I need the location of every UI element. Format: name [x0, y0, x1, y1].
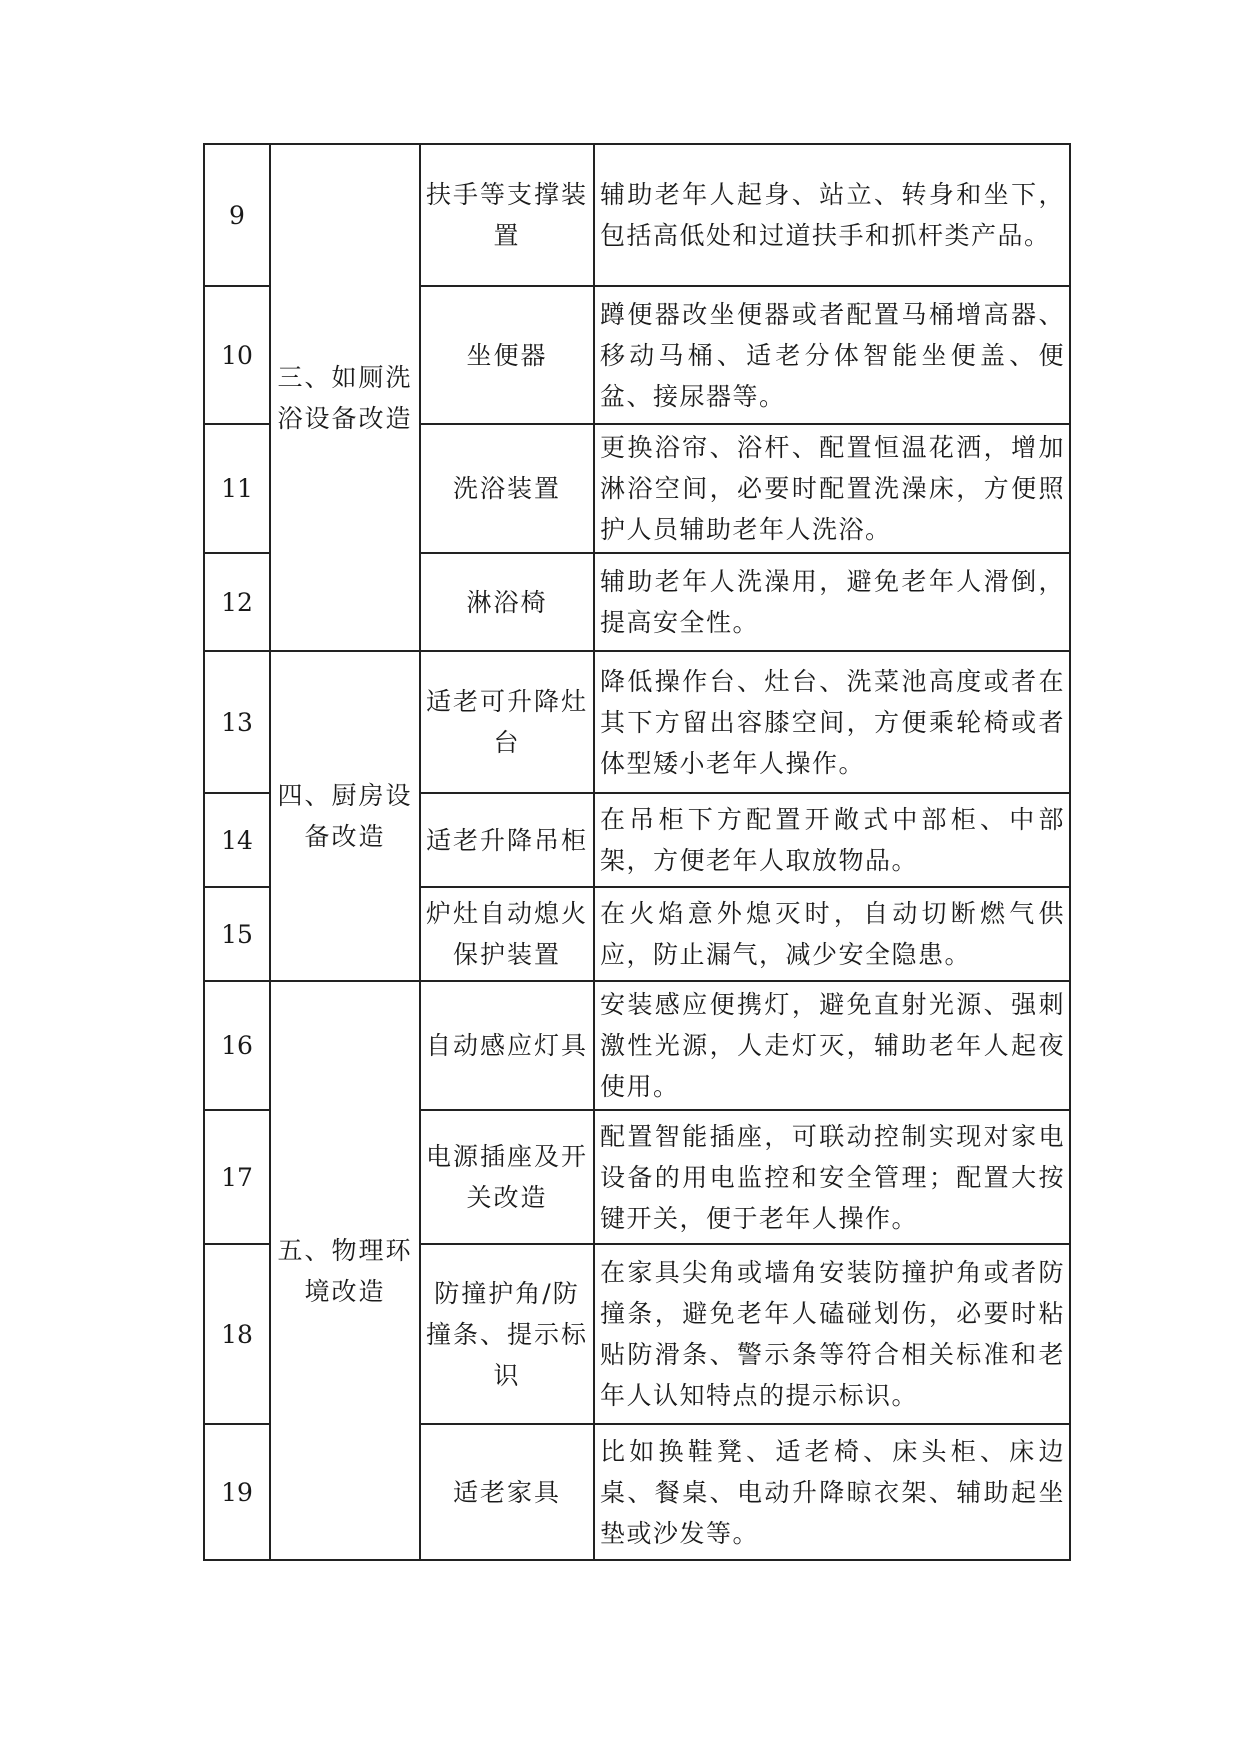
- item-name: 自动感应灯具: [420, 981, 594, 1110]
- table-row: [204, 144, 1070, 286]
- item-description: 比如换鞋凳、适老椅、床头柜、床边桌、餐桌、电动升降晾衣架、辅助起坐垫或沙发等。: [594, 1424, 1070, 1560]
- row-number: 17: [204, 1110, 270, 1244]
- item-name: 适老升降吊柜: [420, 793, 594, 887]
- item-name: 扶手等支撑装置: [420, 144, 594, 286]
- table-row: [204, 651, 1070, 793]
- item-name: 洗浴装置: [420, 424, 594, 553]
- table-row: [204, 981, 1070, 1110]
- category-label: 五、物理环境改造: [277, 1235, 413, 1306]
- row-number: 12: [204, 553, 270, 651]
- row-number: 16: [204, 981, 270, 1110]
- item-description: 更换浴帘、浴杆、配置恒温花洒，增加淋浴空间，必要时配置洗澡床，方便照护人员辅助老年人洗浴。: [594, 424, 1070, 553]
- category-cell: [270, 144, 420, 651]
- category-label: 四、厨房设备改造: [277, 781, 413, 851]
- row-number: 15: [204, 887, 270, 981]
- item-name: 电源插座及开关改造: [420, 1110, 594, 1244]
- item-name: 坐便器: [420, 286, 594, 424]
- row-number: 11: [204, 424, 270, 553]
- row-number: 14: [204, 793, 270, 887]
- category-label: 三、如厕洗浴设备改造: [277, 362, 413, 433]
- item-description: 辅助老年人洗澡用，避免老年人滑倒，提高安全性。: [594, 553, 1070, 651]
- row-number: 13: [204, 651, 270, 793]
- item-description: 配置智能插座，可联动控制实现对家电设备的用电监控和安全管理；配置大按键开关，便于老年人操作。: [594, 1110, 1070, 1244]
- item-name: 炉灶自动熄火保护装置: [420, 887, 594, 981]
- item-name: 防撞护角/防撞条、提示标识: [420, 1244, 594, 1424]
- row-number: 19: [204, 1424, 270, 1560]
- row-number: 9: [204, 144, 270, 286]
- item-name: 适老家具: [420, 1424, 594, 1560]
- row-number: 18: [204, 1244, 270, 1424]
- item-description: 在家具尖角或墙角安装防撞护角或者防撞条，避免老年人磕碰划伤，必要时粘贴防滑条、警示条等符合相关标准和老年人认知特点的提示标识。: [594, 1244, 1070, 1424]
- row-number: 10: [204, 286, 270, 424]
- item-name: 淋浴椅: [420, 553, 594, 651]
- item-description: 在火焰意外熄灭时，自动切断燃气供应，防止漏气，减少安全隐患。: [594, 887, 1070, 981]
- category-cell: [270, 651, 420, 981]
- item-name: 适老可升降灶台: [420, 651, 594, 793]
- item-description: 降低操作台、灶台、洗菜池高度或者在其下方留出容膝空间，方便乘轮椅或者体型矮小老年人操作。: [594, 651, 1070, 793]
- item-description: 安装感应便携灯，避免直射光源、强刺激性光源，人走灯灭，辅助老年人起夜使用。: [594, 981, 1070, 1110]
- category-cell: [270, 981, 420, 1560]
- item-description: 辅助老年人起身、站立、转身和坐下，包括高低处和过道扶手和抓杆类产品。: [594, 144, 1070, 286]
- item-description: 蹲便器改坐便器或者配置马桶增高器、移动马桶、适老分体智能坐便盖、便盆、接尿器等。: [594, 286, 1070, 424]
- item-description: 在吊柜下方配置开敞式中部柜、中部架，方便老年人取放物品。: [594, 793, 1070, 887]
- renovation-items-table: [203, 143, 1071, 1561]
